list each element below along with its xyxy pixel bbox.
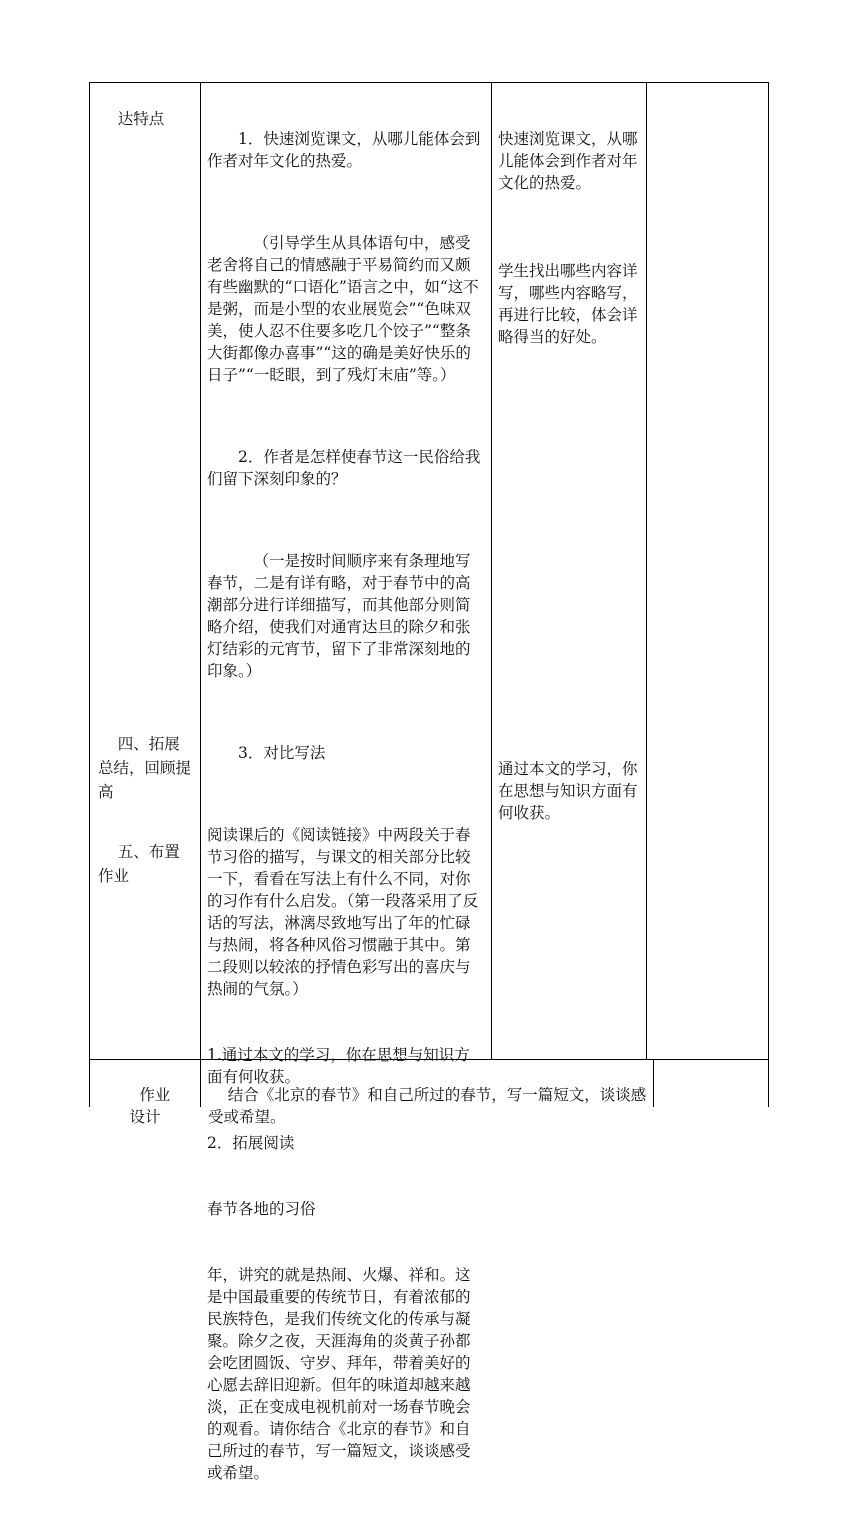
question-2: 2．作者是怎样使春节这一民俗给我们留下深刻印象的？	[207, 448, 481, 488]
section-5-label-text: 五、布置作业	[98, 843, 180, 885]
student-activity-cell	[498, 84, 642, 408]
table-left-border	[89, 82, 90, 1060]
teaching-content-cell	[207, 84, 485, 1528]
extension-3: 春节各地的习俗	[207, 1200, 316, 1218]
homework-content	[208, 1062, 648, 1150]
homework-content-text: 结合《北京的春节》和自己所过的春节，写一篇短文，谈谈感受或希望。	[208, 1086, 647, 1126]
extension-1: 1.通过本文的学习，你在思想与知识方面有何收获。	[207, 1046, 470, 1086]
question-3: 3．对比写法	[238, 744, 326, 762]
table-top-border	[89, 82, 769, 83]
student-activity-1: 快速浏览课文，从哪儿能体会到作者对年文化的热爱。	[498, 130, 638, 192]
table-right-border	[768, 82, 769, 1060]
homework-label	[94, 1062, 196, 1150]
col-divider-1	[200, 82, 201, 1060]
answer-1: （引导学生从具体语句中，感受老舍将自己的情感融于平易简约而又颇有些幽默的“口语化”语言之中，如“这不是粥，而是小型的农业展览会”“色味双美，使人忍不住要多吃几个饺子”“整条大街都像办喜事”“这的确是美好快乐的日子”“一眨眼，到了残灯末庙”等。）	[207, 234, 479, 384]
col-divider-3	[646, 82, 647, 1060]
row-label-top-text: 达特点	[117, 110, 165, 128]
extension-4: 年，讲究的就是热闹、火爆、祥和。这是中国最重要的传统节日，有着浓郁的民族特色，是我们传统文化的传承与凝聚。除夕之夜，天涯海角的炎黄子孙都会吃团圆饭、守岁、拜年，带着美好的心愿去辞旧迎新。但年的味道却越来越淡，正在变成电视机前对一场春节晚会的观看。请你结合《北京的春节》和自己所过的春节，写一篇短文，谈谈感受或希望。	[207, 1266, 471, 1482]
col-divider-2	[491, 82, 492, 1060]
section-5-label	[98, 816, 194, 912]
answer-3: 阅读课后的《阅读链接》中两段关于春节习俗的描写，与课文的相关部分比较一下，看看在写法上有什么不同，对你的习作有什么启发。（第一段落采用了反话的写法，淋漓尽致地写出了年的忙碌与热闹，将各种风俗习惯融于其中。第二段则以较浓的抒情色彩写出的喜庆与热闹的气氛。）	[207, 826, 479, 998]
homework-col-divider-2	[653, 1059, 654, 1107]
homework-col-divider	[200, 1059, 201, 1107]
homework-left-border	[89, 1059, 90, 1107]
student-activity-2: 学生找出哪些内容详写，哪些内容略写，再进行比较，体会详略得当的好处。	[498, 262, 638, 346]
extension-2: 2．拓展阅读	[207, 1134, 295, 1152]
question-1: 1．快速浏览课文，从哪儿能体会到作者对年文化的热爱。	[207, 130, 481, 170]
homework-right-border	[768, 1059, 769, 1107]
student-activity-3-cell	[498, 714, 642, 868]
homework-label-text: 作业 设计	[129, 1086, 171, 1126]
row-label-top	[98, 86, 194, 152]
section-4-label-text: 四、拓展总结，回顾提高	[98, 735, 192, 801]
answer-2: （一是按时间顺序来有条理地写春节，二是有详有略，对于春节中的高潮部分进行详细描写，而其他部分则简略介绍，使我们对通宵达旦的除夕和张灯结彩的元宵节，留下了非常深刻地的印象。）	[207, 552, 471, 680]
section-4-label	[98, 708, 194, 828]
student-activity-3: 通过本文的学习，你在思想与知识方面有何收获。	[498, 760, 638, 822]
